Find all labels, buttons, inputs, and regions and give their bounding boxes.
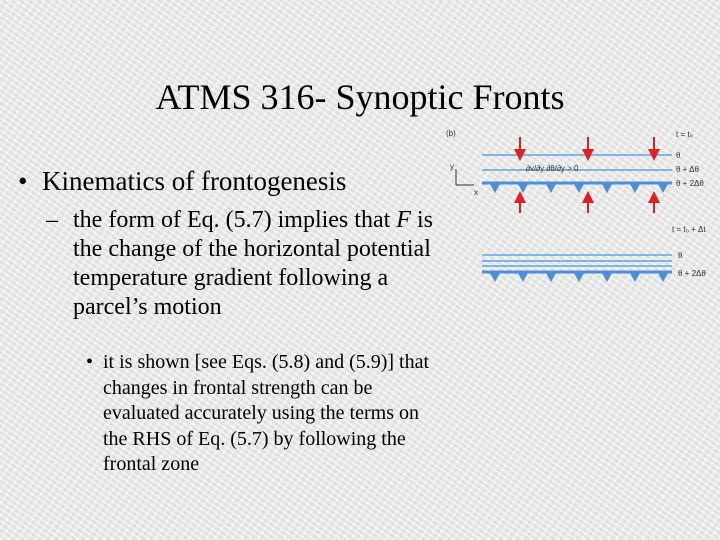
isentropes-bottom	[482, 255, 672, 272]
cold-front-triangles-bottom	[490, 273, 668, 282]
axis-y-label: y	[450, 162, 454, 171]
time-top-label: t = t₀	[676, 130, 693, 139]
sub-bullet-eq57	[46, 206, 446, 322]
sub-bullet-text-start: the form of Eq. (5.7) implies that	[73, 207, 397, 233]
sub-bullet-text-end: is the change of the horizontal potential temperature gradient following a parcel’s motion	[73, 207, 433, 320]
axes-icon	[456, 169, 474, 185]
theta-bottom-label-1: θ	[678, 251, 683, 260]
sub-sub-bullet-text: it is shown [see Eqs. (5.8) and (5.9)] that changes in frontal strength can be evaluated accurately using the terms on the RHS of Eq. (5.7) by following the frontal zone	[103, 351, 430, 475]
theta-label-1: θ	[676, 151, 681, 160]
theta-label-3: θ + 2Δθ	[676, 179, 704, 188]
slide-title: ATMS 316- Synoptic Fronts	[155, 77, 565, 117]
panel-label: (b)	[446, 129, 456, 138]
theta-bottom-label-2: θ + 2Δθ	[678, 269, 706, 278]
cold-front-triangles-top	[490, 184, 668, 193]
variable-f: F	[396, 207, 411, 233]
time-bottom-label: t = t₀ + Δt	[672, 225, 706, 234]
convergence-arrows	[520, 137, 654, 213]
frontogenesis-equation: ∂v/∂y ∂θ/∂y > 0	[526, 164, 579, 173]
axis-x-label: x	[474, 188, 478, 197]
sub-bullet-eq57-text	[46, 206, 446, 322]
dash-marker: –	[46, 207, 58, 233]
frontogenesis-figure	[440, 125, 710, 300]
bullet-marker: •	[18, 166, 28, 196]
frontogenesis-diagram	[440, 125, 710, 300]
bullet-kinematics	[18, 166, 346, 197]
bullet-kinematics-text: Kinematics of frontogenesis	[42, 166, 347, 196]
sub-sub-bullet-frontal-strength	[86, 350, 436, 478]
theta-label-2: θ + Δθ	[676, 165, 699, 174]
bullet-marker: •	[86, 351, 94, 373]
